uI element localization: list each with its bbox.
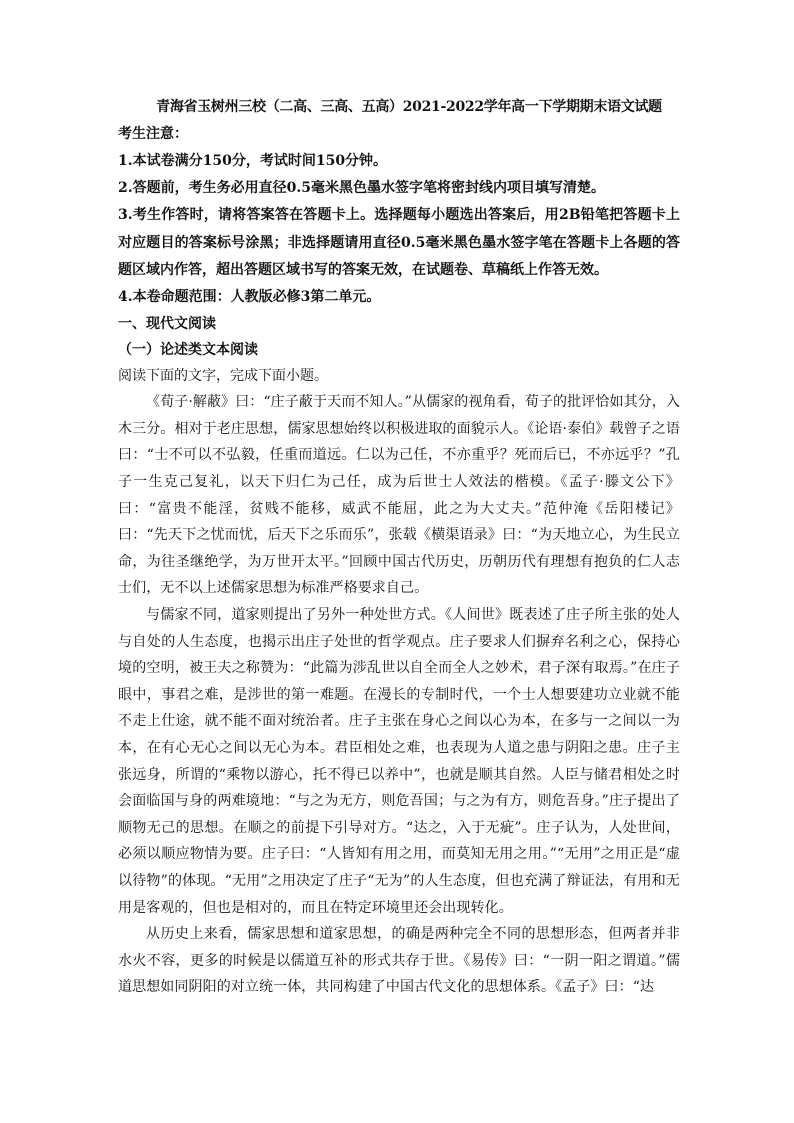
notice-item-3: 3.考生作答时，请将答案答在答题卡上。选择题每小题选出答案后，用2B铅笔把答题卡上对应题目的答案标号涂黑；非选择题请用直径0.5毫米黑色墨水签字笔在答题卡上各题的答题区域内作答，超出答题区域书写的答案无效，在试题卷、草稿纸上作答无效。	[118, 207, 680, 278]
page-title: 青海省玉树州三校（二高、三高、五高）2021-2022学年高一下学期期末语文试题	[156, 99, 662, 115]
notice-item-1: 1.本试卷满分150分，考试时间150分钟。	[118, 153, 388, 169]
passage-paragraph-1: 《荀子·解蔽》曰：“庄子蔽于天而不知人。”从儒家的视角看，荀子的批评恰如其分，入木三分。相对于老庄思想，儒家思想始终以积极进取的面貌示人。《论语·泰伯》载曾子之语曰：“士不可以不弘毅，任重而道远。仁以为己任，不亦重乎？死而后已，不亦远乎？”孔子一生克己复礼，以天下归仁为己任，成为后世士人效法的楷模。《孟子·滕文公下》曰：“富贵不能淫，贫贱不能移，威武不能屈，此之为大丈夫。”范仲淹《岳阳楼记》曰：“先天下之忧而忧，后天下之乐而乐”，张载《横渠语录》曰：“为天地立心，为生民立命，为往圣继绝学，为万世开太平。”回顾中国古代历史，历朝历代有理想有抱负的仁人志士们，无不以上述儒家思想为标准严格要求自己。	[118, 394, 680, 597]
passage-paragraph-3: 从历史上来看，儒家思想和道家思想，的确是两种完全不同的思想形态，但两者并非水火不容，更多的时候是以儒道互补的形式共存于世。《易传》曰：“一阴一阳之谓道。”儒道思想如同阴阳的对立统一体，共同构建了中国古代文化的思想体系。《孟子》曰：“达	[118, 926, 680, 996]
notice-item-2: 2.答题前，考生务必用直径0.5毫米黑色墨水签字笔将密封线内项目填写清楚。	[118, 180, 605, 197]
notice-item-4: 4.本卷命题范围：人教版必修3第二单元。	[118, 289, 381, 306]
subsection-title: （一）论述类文本阅读	[118, 342, 258, 359]
section-title: 一、现代文阅读	[118, 316, 216, 333]
reading-instruction: 阅读下面的文字，完成下面小题。	[118, 368, 328, 385]
passage-paragraph-2: 与儒家不同，道家则提出了另外一种处世方式。《人间世》既表述了庄子所主张的处人与自处的人生态度，也揭示出庄子处世的哲学观点。庄子要求人们摒弃名利之心，保持心境的空明，被王夫之称赞为：“此篇为涉乱世以自全而全人之妙术，君子深有取焉。”在庄子眼中，事君之难，是涉世的第一难题。在漫长的专制时代，一个士人想要建功立业就不能不走上仕途，就不能不面对统治者。庄子主张在身心之间以心为本，在多与一之间以一为本，在有心无心之间以无心为本。君臣相处之难，也表现为人道之患与阴阳之患。庄子主张远身，所谓的“乘物以游心，托不得已以养中”，也就是顺其自然。人臣与储君相处之时会面临国与身的两难境地：“与之为无方，则危吾国；与之为有方，则危吾身。”庄子提出了顺物无己的思想。在顺之的前提下引导对方。“达之，入于无疵”。庄子认为，人处世间，必须以顺应物情为要。庄子曰：“人皆知有用之用，而莫知无用之用。”“无用”之用正是“虚以待物”的体现。“无用”之用决定了庄子“无为”的人生态度，但也充满了辩证法，有用和无用是客观的，但也是相对的，而且在特定环境里还会出现转化。	[118, 606, 680, 916]
document-body	[118, 94, 680, 1001]
exam-notice	[118, 121, 680, 311]
notice-heading: 考生注意：	[118, 126, 188, 142]
